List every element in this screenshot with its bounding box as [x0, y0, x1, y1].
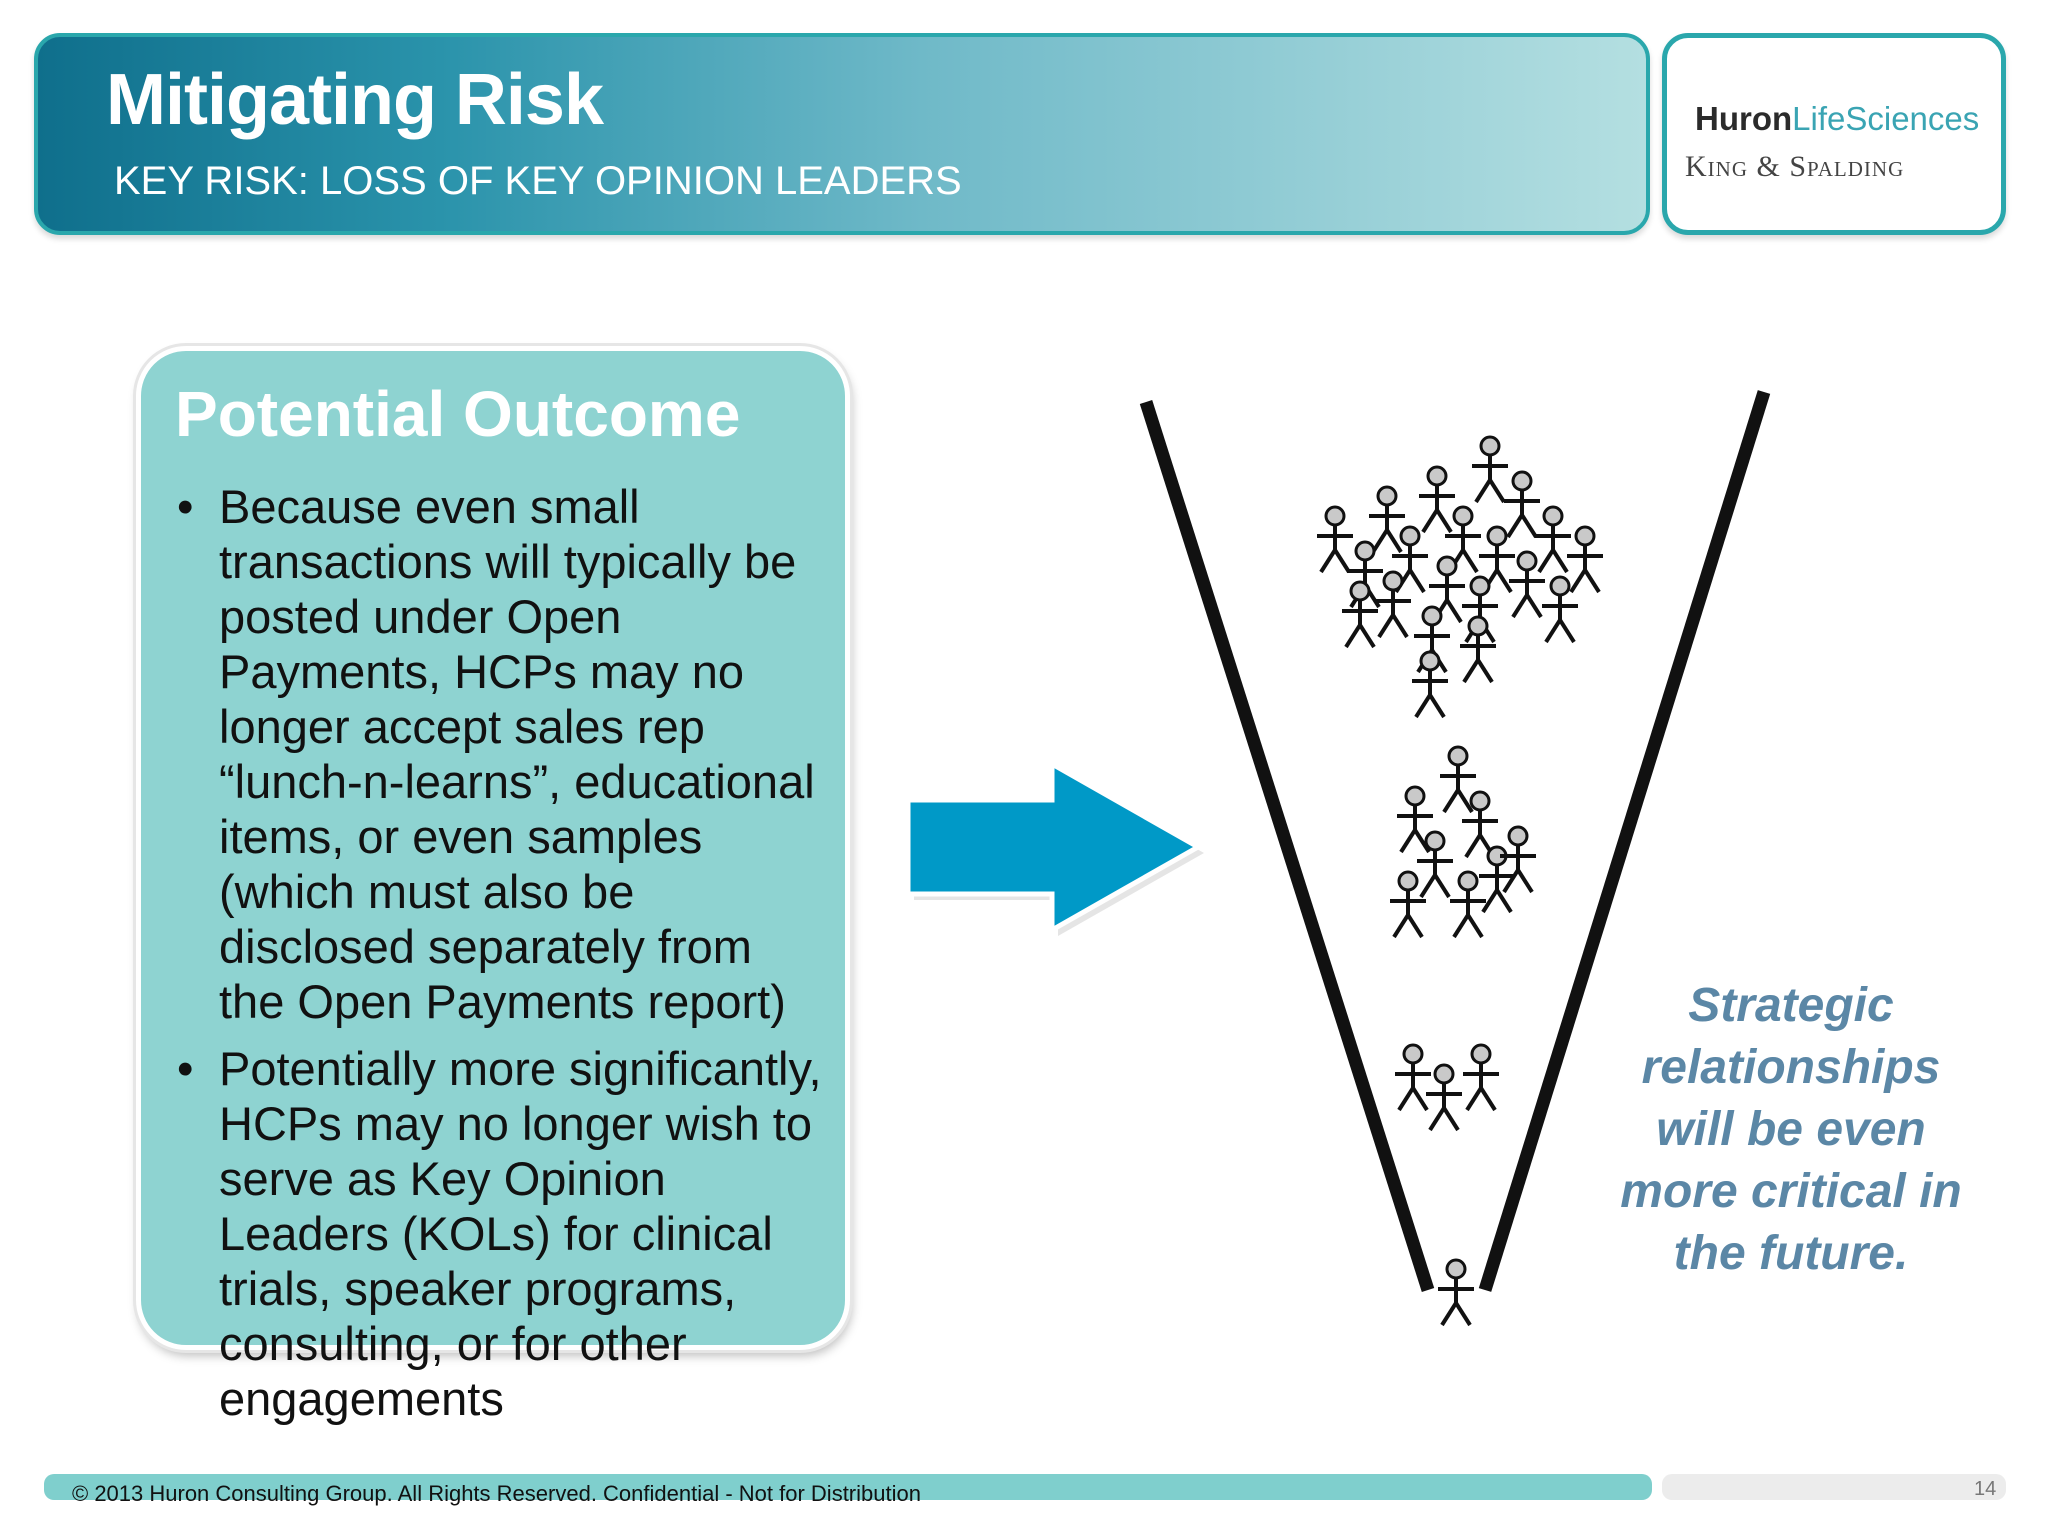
slide-title: Mitigating Risk	[106, 60, 604, 140]
footer-bar-right	[1662, 1474, 2006, 1500]
page-number: 14	[1974, 1478, 1997, 1500]
outcome-bullet: • Potentially more significantly, HCPs may no longer wish to serve as Key Opinion Leaders (KOLs) for clinical trials, speaker programs, consulting, or for other engagements	[177, 1041, 827, 1426]
crowd-medium-icon	[1390, 747, 1536, 937]
slide-subtitle: KEY RISK: LOSS OF KEY OPINION LEADERS	[114, 159, 962, 203]
king-spalding-logo: King & Spalding	[1685, 150, 1905, 183]
crowd-large-icon	[1317, 437, 1603, 717]
crowd-small-icon	[1395, 1045, 1499, 1130]
single-person-icon	[1438, 1260, 1474, 1325]
outcome-title: Potential Outcome	[175, 378, 741, 450]
strategic-caption: Strategic relationships will be even more critical in the future.	[1620, 979, 1962, 1280]
huron-logo: HuronLifeSciences	[1695, 100, 1980, 137]
outcome-bullet: • Because even small transactions will typically be posted under Open Payments, HCPs may no longer accept sales rep “lunch-n-learns”, educational items, or even samples (which must also be disclosed separately from the Open Payments report)	[177, 479, 827, 1029]
right-arrow-icon	[908, 764, 1198, 930]
footer-copyright: © 2013 Huron Consulting Group. All Rights Reserved. Confidential - Not for Distribution	[72, 1481, 921, 1506]
